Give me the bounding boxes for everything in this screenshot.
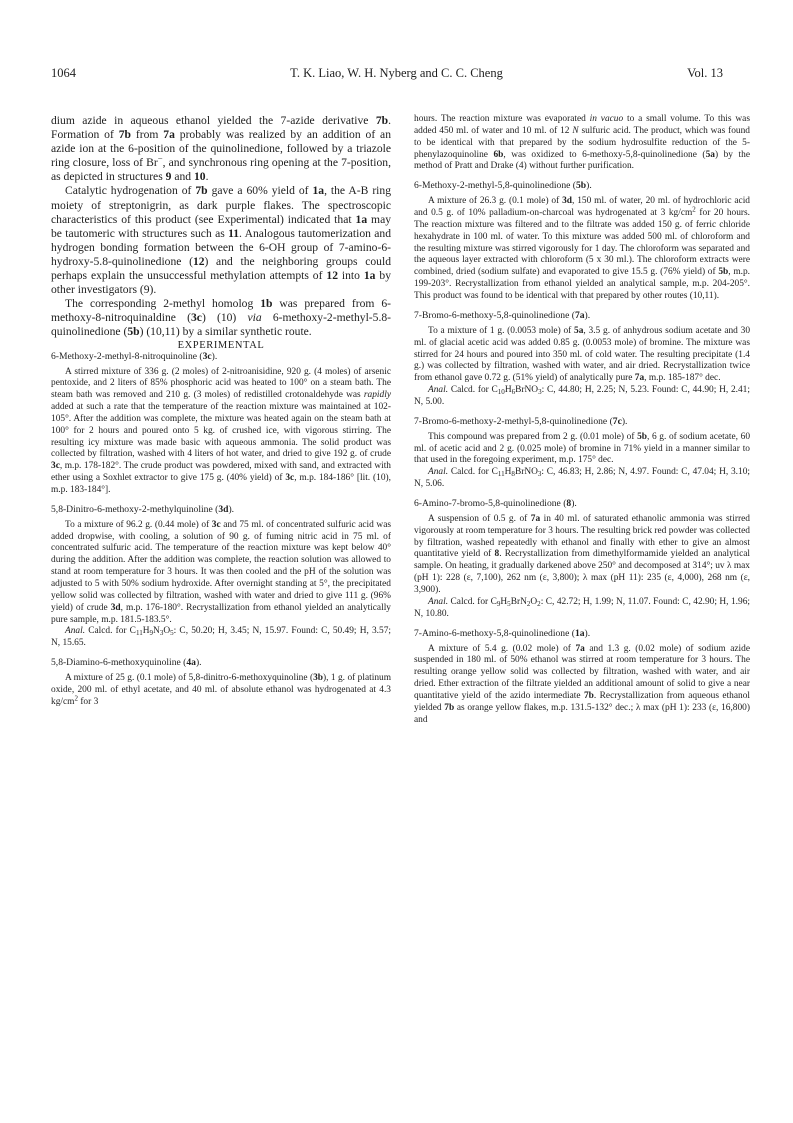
compound-heading: 5,8-Dinitro-6-methoxy-2-methylquinoline (3d).	[51, 503, 235, 515]
procedure-paragraph: hours. The reaction mixture was evaporated in vacuo to a small volume. To this was added 450 ml. of water and 10 ml. of 12 N sulfuric acid. The product, which was found to be identical with that prepared by the sodium hydrosulfite reduction of the 5-phenylazoquinoline 6b, was oxidized to 6-methoxy-5,8-quinolinedione (5a) by the method of Pratt and Drake (4) without further purification.	[414, 114, 750, 172]
compound-heading: 5,8-Diamino-6-methoxyquinoline (4a).	[51, 657, 202, 669]
analysis-line: Anal. Calcd. for $C_{11}H_8BrNO_3$: C, 46.83; H, 2.86; N, 4.97. Found: C, 47.04; H, 3.10; N, 5.06.	[414, 467, 750, 490]
procedure-paragraph: To a mixture of 1 g. (0.0053 mole) of 5a, 3.5 g. of anhydrous sodium acetate and 30 ml. of glacial acetic acid was added 0.85 g. (0.0053 mole) of bromine. The mixture was stirred for 24 hours and poured into 350 ml. of cold water. The resulting precipitate (1.4 g.) was collected by filtration, washed with water, and air dried. Recrystallization twice from ethanol gave 0.72 g. (51% yield) of analytically pure 7a, m.p. 185-187° dec.	[414, 325, 751, 384]
procedure-paragraph: This compound was prepared from 2 g. (0.01 mole) of 5b, 6 g. of sodium acetate, 60 ml. of acetic acid and 2 g. (0.025 mole) of bromine in 71% yield in a manner similar to that used in the foregoing experiment, m.p. 175° dec.	[414, 431, 751, 466]
section-heading: EXPERIMENTAL	[177, 339, 265, 351]
procedure-paragraph: To a mixture of 96.2 g. (0.44 mole) of 3c and 75 ml. of concentrated sulfuric acid was added dropwise, with cooling, a solution of 90 g. of fuming nitric acid in 75 ml. of concentrated sulfuric acid. The temperature of the reaction mixture was kept below 40° during the addition. After the addition was complete, the reaction solution was allowed to stand at room temperature for 3 hours. It was then cooled and the pH of the solution was adjusted to 5 with 50% sodium hydroxide. After overnight standing at 5°, the precipitated yellow solid was collected by filtration, washed with water and dried to give 111 g. (96% yield) of crude 3d, m.p. 176-180°. Recrystallization from ethanol yielded an analytically pure sample, m.p. 181.5-183.5°.	[51, 519, 392, 625]
volume-label: Vol. 13	[687, 66, 723, 80]
procedure-paragraph: A mixture of 26.3 g. (0.1 mole) of 3d, 150 ml. of water, 20 ml. of hydrochloric acid and 0.5 g. of 10% palladium-on-charcoal was hydrogenated at 3 $kg/cm^2$ for 20 hours. The reaction mixture was filtered and to the filtrate was added 150 g. of ferric chloride hexahydrate in 100 ml. of water. To this mixture was added 500 ml. of chloroform and the resulting mixture was stirred vigorously for 1 day. The chloroform was separated and the aqueous layer extracted with chloroform (5 x 30 ml.). The chloroform extracts were combined, dried (sodium sulfate) and evaporated to give 15.5 g. (76% yield) of 5b, m.p. 199-203°. Recrystallization from ethanol yielded an analytical sample, m.p. 204-205°. This product was found to be identical with that prepared by other routes (10,11).	[414, 196, 751, 301]
procedure-paragraph: A stirred mixture of 336 g. (2 moles) of 2-nitroanisidine, 920 g. (4 moles) of arsenic pentoxide, and 2 liters of 85% phosphoric acid was heated to 100° on a steam bath. The steam bath was removed and 210 g. (3 moles) of redistilled crotonaldehyde was rapidly added at such a rate that the temperature of the reaction mixture was maintained at 102-105°. After the addition was complete, the mixture was heated again on the steam bath at 100° for 2 hours and poured onto 5 kg. of crushed ice, with vigorous stirring. The resulting icy mixture was made basic with aqueous ammonia. The solid product was collected by filtration, washed with 4 liters of hot water, and dried to give 192 g. of crude 3c, m.p. 178-182°. The crude product was powdered, mixed with sand, and extracted with ether using a Soxhlet extractor to give 175 g. (40% yield) of 3c, m.p. 184-186° [lit. (10), m.p. 183-184°].	[51, 366, 392, 495]
right-column	[414, 114, 750, 726]
body-paragraph: Catalytic hydrogenation of 7b gave a 60% yield of 1a, the A-B ring moiety of streptonigrin, as dark purple flakes. The spectroscopic characteristics of this product (see Experimental) indicated that 1a may be tautomeric with structures such as 11. Analogous tautomerization and hydrogen bonding formation between the 6-OH group of 7-amino-6-hydroxy-5.8-quinolinedione (12) and the neighboring groups could perhaps explain the unsuccessful methylation attempts of 12 into 1a by other investigators (9).	[51, 184, 392, 297]
procedure-paragraph: A suspension of 0.5 g. of 7a in 40 ml. of saturated ethanolic ammonia was stirred vigorously at room temperature for 3 hours. The resulting brick red powder was collected by filtration, washed repeatedly with ethanol and finally with ether to give an almost quantitative yield of 8. Recrystallization from dimethylformamide yielded an analytical sample. On heating, it gradually darkened above 250° and decomposed at 314°; uv λ max (pH 1): 228 (ε, 7,100), 262 nm (ε, 3,800); λ max (pH 11): 235 (ε, 4,000), 268 nm (ε, 3,900).	[414, 513, 750, 595]
analysis-line: Anal. Calcd. for $C_{10}H_6BrNO_3$: C, 44.80; H, 2.25; N, 5.23. Found: C, 44.90; H, 2.41; N, 5.00.	[414, 385, 750, 407]
left-column	[51, 114, 391, 709]
compound-heading: 7-Amino-6-methoxy-5,8-quinolinedione (1a).	[414, 627, 591, 639]
compound-heading: 6-Amino-7-bromo-5,8-quinolinedione (8).	[414, 497, 577, 509]
procedure-paragraph: A mixture of 25 g. (0.1 mole) of 5,8-dinitro-6-methoxyquinoline (3b), 1 g. of platinum oxide, 200 ml. of ethyl acetate, and 40 ml. of absolute ethanol was hydrogenated at 4.3 $kg/cm^2$ for 3	[51, 673, 392, 707]
compound-heading: 7-Bromo-6-methoxy-2-methyl-5,8-quinolinedione (7c).	[414, 415, 628, 427]
compound-heading: 6-Methoxy-2-methyl-5,8-quinolinedione (5b).	[414, 180, 592, 192]
analysis-line: Anal. Calcd. for $C_9H_5BrN_2O_2$: C, 42.72; H, 1.99; N, 11.07. Found: C, 42.90; H, 1.96; N, 10.80.	[414, 596, 751, 619]
body-paragraph: The corresponding 2-methyl homolog 1b was prepared from 6-methoxy-8-nitroquinaldine (3c) (10) via 6-methoxy-2-methyl-5.8-quinolinedione (5b) (10,11) by a similar synthetic route.	[51, 297, 392, 339]
procedure-paragraph: A mixture of 5.4 g. (0.02 mole) of 7a and 1.3 g. (0.02 mole) of sodium azide suspended in 180 ml. of 50% ethanol was stirred at room temperature for 3 hours. The resulting orange yellow solid was collected by filtration, washed with water, and air dried. Ether extraction of the filtrate yielded an additional amount of solid to give a near quantitative yield of the azido intermediate 7b. Recrystallization from aqueous ethanol yielded 7b as orange yellow flakes, m.p. 131.5-132° dec.; λ max (pH 1): 233 (ε, 16,800) and	[414, 643, 750, 725]
compound-heading: 7-Bromo-6-methoxy-5,8-quinolinedione (7a).	[414, 309, 591, 321]
page-number: 1064	[51, 66, 76, 80]
running-head-authors: T. K. Liao, W. H. Nyberg and C. C. Cheng	[290, 66, 503, 80]
analysis-line: Anal. Calcd. for $C_{11}H_9N_3O_5$: C, 50.20; H, 3.45; N, 15.97. Found: C, 50.49; H, 3.57; N, 15.65.	[51, 626, 391, 649]
body-paragraph: dium azide in aqueous ethanol yielded the 7-azide derivative 7b. Formation of 7b from 7a probably was realized by an addition of an azide ion at the 6-position of the quinolinedione, followed by a triazole ring closure, loss of Br−, and synchronous ring opening at the 7-position, as depicted in structures 9 and 10.	[51, 114, 392, 184]
compound-heading: 6-Methoxy-2-methyl-8-nitroquinoline (3c).	[51, 350, 218, 362]
